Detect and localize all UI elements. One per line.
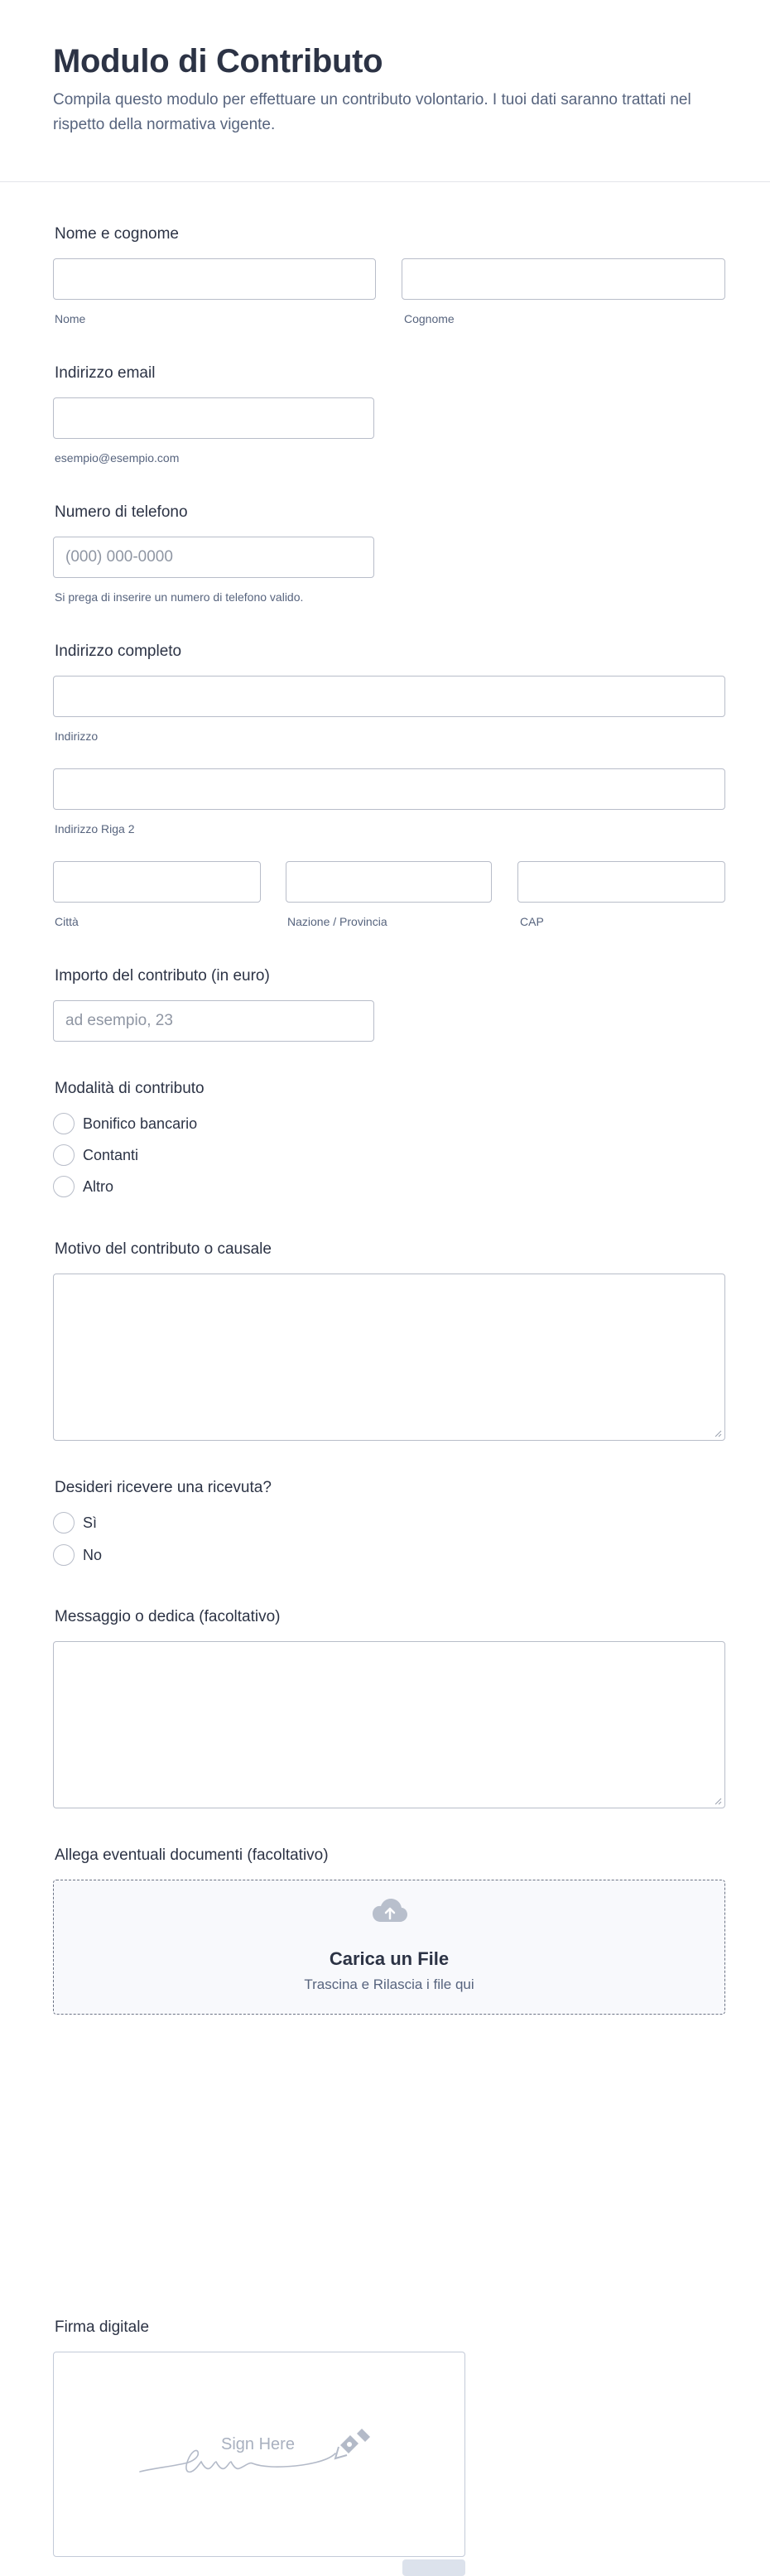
email-label: Indirizzo email [55, 364, 156, 382]
radio-button[interactable] [53, 1113, 75, 1134]
cloud-upload-icon [372, 1897, 408, 1925]
method-option-altro[interactable] [53, 1175, 113, 1198]
signature-placeholder: Sign Here [221, 2435, 295, 2453]
last-name-input[interactable] [402, 258, 725, 300]
clear-signature-button[interactable] [402, 2559, 465, 2576]
city-input[interactable] [53, 861, 261, 903]
page-title: Modulo di Contributo [53, 43, 383, 79]
amount-input[interactable] [53, 1000, 374, 1042]
name-label: Nome e cognome [55, 225, 179, 243]
reason-textarea[interactable] [53, 1274, 725, 1441]
state-sublabel: Nazione / Provincia [287, 915, 387, 928]
page-subtitle: Compila questo modulo per effettuare un contributo volontario. I tuoi dati saranno trattati nel rispetto della normativa vigente. [53, 91, 691, 133]
phone-label: Numero di telefono [55, 503, 188, 521]
form-header [0, 0, 770, 182]
zip-sublabel: CAP [520, 915, 544, 928]
radio-button[interactable] [53, 1144, 75, 1166]
phone-sublabel: Si prega di inserire un numero di telefono valido. [55, 590, 304, 604]
email-sublabel: esempio@esempio.com [55, 451, 180, 465]
method-label: Modalità di contributo [55, 1080, 205, 1097]
resize-grip-icon[interactable] [714, 1797, 722, 1805]
reason-label: Motivo del contributo o causale [55, 1240, 272, 1258]
method-option-bonifico[interactable] [53, 1112, 197, 1135]
receipt-option-si[interactable] [53, 1511, 97, 1534]
file-upload-dropzone[interactable] [53, 1880, 725, 2015]
state-input[interactable] [286, 861, 492, 903]
signature-label: Firma digitale [55, 2318, 150, 2336]
radio-button[interactable] [53, 1176, 75, 1197]
last-name-sublabel: Cognome [404, 312, 455, 325]
email-input[interactable] [53, 397, 374, 439]
first-name-sublabel: Nome [55, 312, 86, 325]
radio-label: Bonifico bancario [83, 1115, 198, 1132]
city-sublabel: Città [55, 915, 79, 928]
radio-button[interactable] [53, 1512, 75, 1534]
address-line1-sublabel: Indirizzo [55, 729, 99, 743]
message-label: Messaggio o dedica (facoltativo) [55, 1608, 281, 1625]
upload-subtitle: Trascina e Rilascia i file qui [304, 1977, 474, 1992]
receipt-option-no[interactable] [53, 1543, 102, 1567]
resize-grip-icon[interactable] [714, 1429, 722, 1437]
address-label: Indirizzo completo [55, 643, 182, 660]
radio-label: Sì [83, 1514, 98, 1531]
address-line2-input[interactable] [53, 768, 725, 810]
signature-pad[interactable] [53, 2352, 465, 2557]
phone-input[interactable] [53, 537, 374, 578]
attachments-label: Allega eventuali documenti (facoltativo) [55, 1847, 329, 1864]
pen-icon [334, 2429, 372, 2463]
message-textarea[interactable] [53, 1641, 725, 1808]
radio-button[interactable] [53, 1544, 75, 1566]
method-option-contanti[interactable] [53, 1144, 138, 1167]
address-line2-sublabel: Indirizzo Riga 2 [55, 822, 135, 835]
amount-label: Importo del contributo (in euro) [55, 967, 270, 985]
radio-label: Contanti [83, 1146, 139, 1163]
radio-label: Altro [83, 1177, 114, 1195]
address-line1-input[interactable] [53, 676, 725, 717]
receipt-label: Desideri ricevere una ricevuta? [55, 1479, 272, 1496]
first-name-input[interactable] [53, 258, 376, 300]
zip-input[interactable] [517, 861, 725, 903]
upload-title: Carica un File [329, 1948, 450, 1969]
radio-label: No [83, 1546, 103, 1563]
